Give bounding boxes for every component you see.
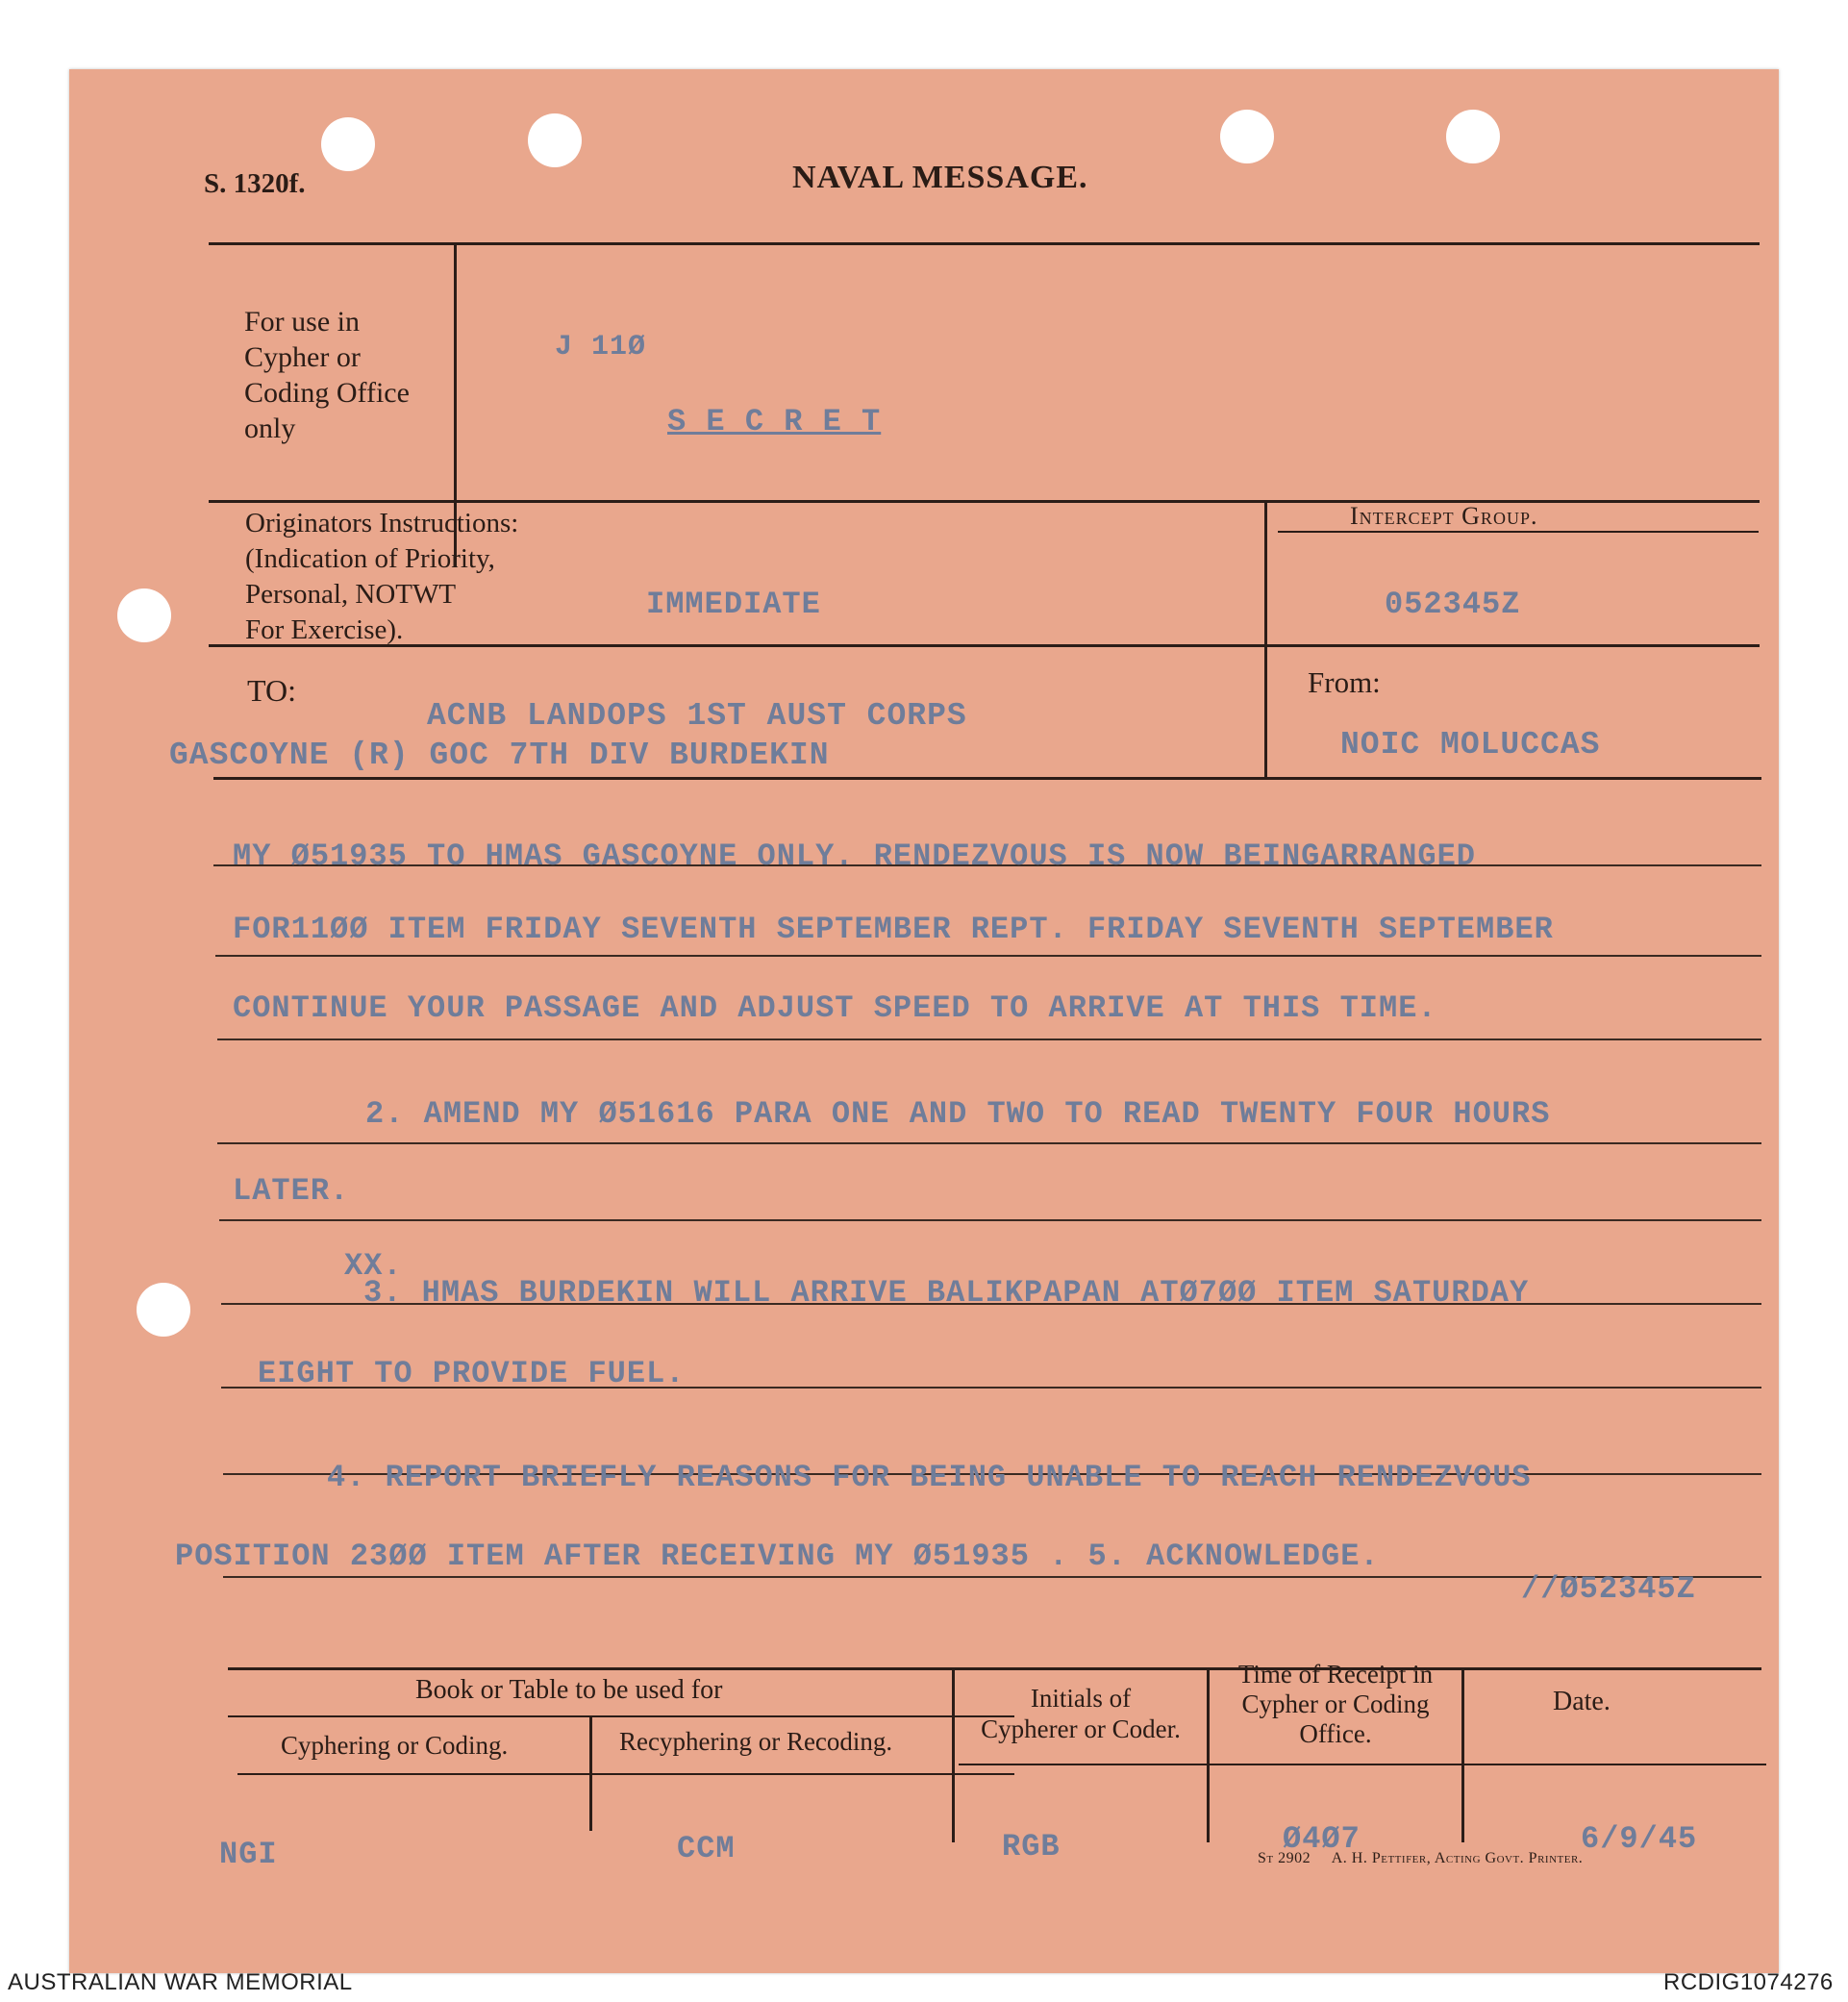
punch-hole <box>528 113 582 167</box>
message-rule <box>217 1039 1761 1040</box>
initials-label: Initials of Cypherer or Coder. <box>981 1684 1181 1743</box>
rule <box>1264 500 1267 779</box>
archive-credit: AUSTRALIAN WAR MEMORIAL <box>8 1969 353 1995</box>
book-table-label: Book or Table to be used for <box>415 1675 723 1705</box>
cypher-office-label: For use in Cypher or Coding Office only <box>244 306 410 444</box>
rule <box>228 1715 1014 1717</box>
message-line: LATER. <box>233 1173 350 1209</box>
message-rule <box>217 1142 1761 1144</box>
rule <box>1207 1667 1210 1842</box>
date-value: 6/9/45 <box>1581 1821 1698 1857</box>
time-of-receipt-label: Time of Receipt in Cypher or Coding Office. <box>1237 1660 1434 1748</box>
time-of-receipt-value: Ø4Ø7 <box>1283 1821 1361 1857</box>
rule <box>1278 531 1759 533</box>
punch-hole <box>1446 110 1500 163</box>
message-line: CONTINUE YOUR PASSAGE AND ADJUST SPEED TO ARRIVE AT THIS TIME. <box>233 990 1437 1026</box>
rule <box>237 1773 1014 1775</box>
to-label: TO: <box>247 673 296 708</box>
time-of-origin: //Ø52345Z <box>1521 1571 1696 1607</box>
classification: S E C R E T <box>667 404 882 439</box>
punch-hole <box>1220 110 1274 163</box>
message-line: XX. <box>344 1248 403 1284</box>
recyphering-label: Recyphering or Recoding. <box>619 1727 893 1756</box>
rule <box>228 1667 1761 1670</box>
message-line: 4. REPORT BRIEFLY REASONS FOR BEING UNABLE TO REACH RENDEZVOUS <box>327 1460 1532 1495</box>
message-rule <box>219 1219 1761 1221</box>
message-line: EIGHT TO PROVIDE FUEL. <box>258 1356 686 1391</box>
intercept-group-value: 052345Z <box>1385 587 1521 622</box>
from-label: From: <box>1308 665 1381 699</box>
date-label: Date. <box>1553 1687 1611 1716</box>
recyphering-value: CCM <box>677 1831 736 1866</box>
to-addressees-line-1: ACNB LANDOPS 1ST AUST CORPS <box>427 698 967 734</box>
message-line: 2. AMEND MY Ø51616 PARA ONE AND TWO TO READ TWENTY FOUR HOURS <box>365 1096 1551 1132</box>
message-rule <box>215 955 1761 957</box>
rule <box>1461 1667 1464 1842</box>
cyphering-label: Cyphering or Coding. <box>281 1731 509 1760</box>
archive-reference: RCDIG1074276 <box>1663 1969 1834 1995</box>
cyphering-value: NGI <box>219 1837 278 1872</box>
form-title: NAVAL MESSAGE. <box>792 160 1088 195</box>
rule <box>209 242 1760 245</box>
originators-instructions-label: Originators Instructions: (Indication of Priority, Personal, NOTWT For Exercise). <box>245 508 519 645</box>
message-line: POSITION 23ØØ ITEM AFTER RECEIVING MY Ø51935 . 5. ACKNOWLEDGE. <box>175 1539 1380 1574</box>
initials-value: RGB <box>1002 1829 1061 1864</box>
from-value: NOIC MOLUCCAS <box>1340 727 1601 763</box>
to-addressees-line-2: GASCOYNE (R) GOC 7TH DIV BURDEKIN <box>169 738 830 773</box>
cypher-reference: J 11Ø <box>555 331 647 363</box>
punch-hole <box>137 1283 190 1337</box>
message-line: 3. HMAS BURDEKIN WILL ARRIVE BALIKPAPAN ATØ7ØØ ITEM SATURDAY <box>363 1275 1530 1311</box>
naval-message-form <box>69 69 1779 1973</box>
message-line: MY Ø51935 TO HMAS GASCOYNE ONLY. RENDEZVOUS IS NOW BEINGARRANGED <box>233 838 1476 874</box>
form-code: S. 1320f. <box>204 168 306 199</box>
punch-hole <box>117 588 171 642</box>
priority-value: IMMEDIATE <box>646 587 821 622</box>
rule <box>959 1764 1766 1765</box>
rule <box>952 1667 955 1842</box>
printer-stamp: St 2902 A. H. Pettifer, Acting Govt. Printer. <box>1258 1850 1584 1866</box>
intercept-group-label: Intercept Group. <box>1350 502 1538 530</box>
punch-hole <box>321 117 375 171</box>
message-line: FOR11ØØ ITEM FRIDAY SEVENTH SEPTEMBER REPT. FRIDAY SEVENTH SEPTEMBER <box>233 912 1554 947</box>
rule <box>213 777 1761 780</box>
